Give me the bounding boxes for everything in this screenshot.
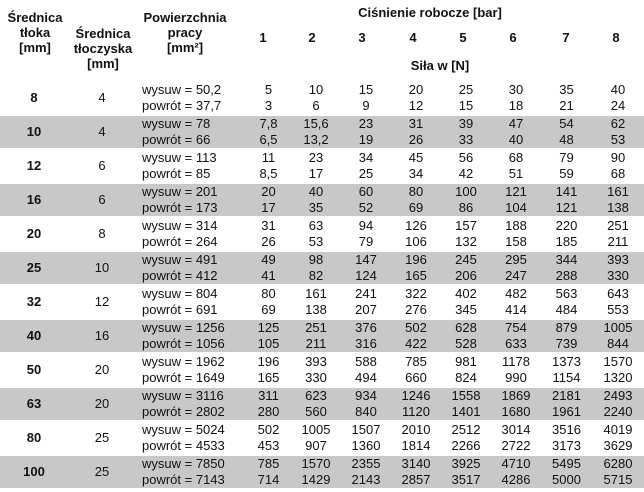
extend-force-cell: 754 [491,319,541,336]
bore-diameter-cell: 32 [0,285,68,319]
retract-force-cell: 1961 [541,404,592,421]
retract-force-cell: 840 [341,404,391,421]
extend-force-cell: 80 [391,183,441,200]
table-row [0,183,644,200]
rod-diameter-cell: 12 [68,285,136,319]
extend-force-cell: 5 [246,81,291,98]
table-row [0,115,644,132]
retract-force-cell: 41 [246,268,291,285]
extend-force-cell: 588 [341,353,391,370]
retract-force-cell: 824 [455,370,477,385]
extend-force-cell: 251 [592,217,644,234]
retract-area-cell: powrót = 4533 [142,438,225,453]
retract-force-cell: 3517 [441,472,491,488]
bore-diameter-cell: 10 [0,115,68,149]
retract-force-cell: 844 [592,336,644,353]
retract-force-cell: 484 [555,302,578,317]
extend-force-cell: 251 [291,319,341,336]
extend-force-cell: 90 [592,149,644,166]
header-rod [68,26,138,71]
retract-area-cell: powrót = 7143 [136,472,246,488]
pressure-value: 1 [259,30,267,45]
retract-force-cell: 2857 [391,472,441,488]
extend-area-cell: wysuw = 491 [136,251,246,268]
extend-force-cell: 402 [441,285,491,302]
extend-force-cell: 7,8 [246,115,291,132]
extend-force-cell: 11 [246,149,291,166]
extend-force-cell: 502 [246,421,291,438]
retract-force-cell: 42 [458,166,474,181]
retract-force-cell: 106 [405,234,427,249]
retract-force-cell: 13,2 [291,132,341,149]
retract-force-cell: 528 [441,336,491,353]
extend-force-cell: 4019 [592,421,644,438]
extend-force-cell: 34 [341,149,391,166]
extend-area-cell: wysuw = 78 [136,115,246,132]
bore-diameter-cell: 8 [0,81,68,115]
retract-force-cell: 907 [305,438,327,453]
extend-force-cell: 502 [391,319,441,336]
retract-force-cell: 6,5 [246,132,291,149]
retract-force-cell: 247 [491,268,541,285]
table-row [0,285,644,302]
retract-area-cell: powrót = 1649 [142,370,225,385]
header-bore-line: [mm] [19,40,51,55]
extend-force-cell: 376 [341,319,391,336]
extend-area-cell: wysuw = 1962 [136,353,246,370]
retract-force-cell: 6 [312,98,320,113]
retract-force-cell: 26 [261,234,276,249]
header-bore [0,10,70,55]
header-rod-line: Średnica [75,26,131,41]
bore-diameter-cell: 16 [0,183,68,217]
extend-area-cell: wysuw = 113 [136,149,246,166]
retract-force-cell: 3173 [552,438,581,453]
extend-force-cell: 1178 [491,353,541,370]
extend-area-cell: wysuw = 3116 [136,387,246,404]
extend-force-cell: 147 [341,251,391,268]
table-row [0,455,644,472]
extend-force-cell: 157 [441,217,491,234]
pressure-value: 7 [562,30,570,45]
extend-force-cell: 3014 [491,421,541,438]
force-data-table [0,80,644,488]
extend-force-cell: 643 [592,285,644,302]
retract-force-cell: 9 [362,98,370,113]
extend-force-cell: 125 [246,319,291,336]
extend-force-cell: 785 [246,455,291,472]
extend-force-cell: 344 [541,251,592,268]
extend-force-cell: 15,6 [291,115,341,132]
retract-area-cell: powrót = 1056 [136,336,246,353]
extend-force-cell: 879 [541,319,592,336]
rod-diameter-cell: 6 [68,183,136,217]
retract-force-cell: 330 [305,370,327,385]
retract-force-cell: 104 [491,200,541,217]
extend-force-cell: 15 [341,81,391,98]
retract-force-cell: 86 [441,200,491,217]
retract-force-cell: 330 [592,268,644,285]
extend-force-cell: 10 [291,81,341,98]
retract-force-cell: 2722 [501,438,531,453]
pressure-value: 6 [509,30,517,45]
retract-area-cell: powrót = 85 [142,166,211,181]
retract-force-cell: 165 [391,268,441,285]
extend-force-cell: 79 [541,149,592,166]
retract-force-cell: 26 [391,132,441,149]
retract-force-cell: 1814 [401,438,431,453]
retract-force-cell: 48 [541,132,592,149]
extend-force-cell: 3140 [391,455,441,472]
table-row [0,319,644,336]
retract-force-cell: 105 [246,336,291,353]
retract-force-cell: 3 [264,98,273,113]
extend-force-cell: 3516 [541,421,592,438]
retract-area-cell: powrót = 264 [142,234,218,249]
retract-force-cell: 79 [358,234,374,249]
retract-force-cell: 21 [559,98,574,113]
retract-force-cell: 15 [458,98,474,113]
header-force: Siła w [N] [410,58,470,73]
extend-force-cell: 49 [246,251,291,268]
extend-area-cell: wysuw = 804 [136,285,246,302]
retract-area-cell: powrót = 173 [136,200,246,217]
extend-force-cell: 1570 [592,353,644,370]
pressure-value: 5 [459,30,467,45]
retract-force-cell: 553 [607,302,629,317]
retract-force-cell: 560 [291,404,341,421]
extend-area-cell: wysuw = 201 [136,183,246,200]
pressure-value: 3 [358,30,366,45]
rod-diameter-cell: 10 [68,251,136,285]
extend-force-cell: 94 [341,217,391,234]
retract-force-cell: 18 [508,98,524,113]
header-bore-line: tłoka [19,25,51,40]
retract-force-cell: 40 [491,132,541,149]
extend-force-cell: 1558 [441,387,491,404]
retract-force-cell: 345 [455,302,477,317]
retract-area-cell: powrót = 2802 [136,404,246,421]
retract-force-cell: 1429 [291,472,341,488]
retract-force-cell: 53 [308,234,324,249]
extend-force-cell: 1507 [341,421,391,438]
extend-force-cell: 1570 [291,455,341,472]
retract-force-cell: 59 [559,166,574,181]
extend-force-cell: 623 [291,387,341,404]
extend-force-cell: 785 [391,353,441,370]
extend-force-cell: 196 [246,353,291,370]
retract-force-cell: 414 [505,302,527,317]
rod-diameter-cell: 20 [68,387,136,421]
retract-force-cell: 3629 [603,438,633,453]
rod-diameter-cell: 16 [68,319,136,353]
extend-force-cell: 31 [391,115,441,132]
extend-force-cell: 2512 [441,421,491,438]
extend-force-cell: 98 [291,251,341,268]
retract-force-cell: 121 [541,200,592,217]
retract-force-cell: 35 [291,200,341,217]
extend-force-cell: 126 [391,217,441,234]
extend-force-cell: 1373 [541,353,592,370]
retract-force-cell: 288 [541,268,592,285]
extend-force-cell: 1005 [291,421,341,438]
extend-force-cell: 30 [491,81,541,98]
retract-area-cell: powrót = 37,7 [142,98,222,113]
extend-force-cell: 56 [441,149,491,166]
extend-force-cell: 35 [541,81,592,98]
extend-force-cell: 161 [291,285,341,302]
extend-force-cell: 482 [491,285,541,302]
extend-force-cell: 62 [592,115,644,132]
extend-force-cell: 40 [592,81,644,98]
retract-force-cell: 211 [607,234,629,249]
table-row [0,353,644,370]
retract-force-cell: 1360 [351,438,381,453]
extend-area-cell: wysuw = 1256 [136,319,246,336]
retract-force-cell: 2266 [451,438,481,453]
table-row [0,217,644,234]
extend-force-cell: 2355 [341,455,391,472]
extend-force-cell: 981 [441,353,491,370]
extend-force-cell: 40 [291,183,341,200]
retract-force-cell: 69 [391,200,441,217]
extend-force-cell: 241 [341,285,391,302]
extend-force-cell: 68 [491,149,541,166]
extend-area-cell: wysuw = 314 [136,217,246,234]
extend-force-cell: 20 [391,81,441,98]
extend-force-cell: 45 [391,149,441,166]
extend-force-cell: 25 [441,81,491,98]
header-area-line: Powierzchnia [143,10,227,25]
extend-force-cell: 23 [291,149,341,166]
extend-force-cell: 245 [441,251,491,268]
table-row [0,421,644,438]
extend-force-cell: 47 [491,115,541,132]
extend-force-cell: 5495 [541,455,592,472]
header-bore-line: Średnica [7,10,63,25]
extend-force-cell: 1246 [391,387,441,404]
retract-force-cell: 53 [592,132,644,149]
table-row [0,149,644,166]
retract-force-cell: 1120 [391,404,441,421]
retract-force-cell: 132 [455,234,477,249]
extend-force-cell: 4710 [491,455,541,472]
header-pressure: Ciśnienie robocze [bar] [358,5,502,20]
retract-force-cell: 124 [341,268,391,285]
table-row [0,81,644,98]
extend-force-cell: 3925 [441,455,491,472]
retract-force-cell: 8,5 [259,166,278,181]
extend-force-cell: 322 [391,285,441,302]
extend-force-cell: 63 [291,217,341,234]
header-area [135,10,235,55]
retract-force-cell: 206 [441,268,491,285]
retract-force-cell: 207 [355,302,377,317]
bore-diameter-cell: 63 [0,387,68,421]
extend-area-cell: wysuw = 7850 [136,455,246,472]
retract-force-cell: 68 [610,166,626,181]
retract-force-cell: 633 [491,336,541,353]
retract-force-cell: 990 [505,370,527,385]
table-row [0,251,644,268]
extend-force-cell: 220 [541,217,592,234]
bore-diameter-cell: 40 [0,319,68,353]
rod-diameter-cell: 4 [68,115,136,149]
retract-force-cell: 17 [308,166,324,181]
retract-force-cell: 1154 [552,370,581,385]
header-area-line: pracy [167,25,203,40]
rod-diameter-cell: 20 [68,353,136,387]
extend-force-cell: 6280 [592,455,644,472]
header-rod-line: tłoczyska [73,41,133,56]
retract-force-cell: 51 [508,166,524,181]
extend-force-cell: 563 [541,285,592,302]
retract-force-cell: 25 [358,166,374,181]
retract-force-cell: 2143 [341,472,391,488]
retract-force-cell: 422 [391,336,441,353]
retract-force-cell: 316 [341,336,391,353]
extend-force-cell: 39 [441,115,491,132]
extend-force-cell: 31 [246,217,291,234]
retract-force-cell: 453 [257,438,280,453]
retract-force-cell: 34 [408,166,424,181]
retract-force-cell: 280 [246,404,291,421]
retract-area-cell: powrót = 66 [136,132,246,149]
extend-force-cell: 295 [491,251,541,268]
retract-force-cell: 5000 [541,472,592,488]
bore-diameter-cell: 12 [0,149,68,183]
retract-force-cell: 69 [261,302,276,317]
retract-force-cell: 276 [405,302,427,317]
retract-force-cell: 158 [505,234,527,249]
extend-force-cell: 628 [441,319,491,336]
rod-diameter-cell: 6 [68,149,136,183]
extend-force-cell: 1869 [491,387,541,404]
extend-force-cell: 393 [592,251,644,268]
pressure-value: 2 [308,30,316,45]
retract-force-cell: 4286 [491,472,541,488]
extend-force-cell: 141 [541,183,592,200]
retract-force-cell: 494 [355,370,377,385]
extend-force-cell: 196 [391,251,441,268]
extend-force-cell: 80 [246,285,291,302]
extend-force-cell: 54 [541,115,592,132]
retract-force-cell: 1680 [491,404,541,421]
bore-diameter-cell: 20 [0,217,68,251]
retract-force-cell: 19 [341,132,391,149]
retract-area-cell: powrót = 412 [136,268,246,285]
bore-diameter-cell: 80 [0,421,68,455]
header-area-line: [mm²] [166,40,204,55]
retract-force-cell: 1401 [441,404,491,421]
rod-diameter-cell: 25 [68,421,136,455]
retract-force-cell: 1320 [603,370,633,385]
extend-force-cell: 2181 [541,387,592,404]
retract-force-cell: 82 [291,268,341,285]
header-rod-line: [mm] [87,56,119,71]
retract-force-cell: 660 [405,370,427,385]
rod-diameter-cell: 25 [68,455,136,488]
rod-diameter-cell: 4 [68,81,136,115]
extend-force-cell: 188 [491,217,541,234]
bore-diameter-cell: 100 [0,455,68,488]
bore-diameter-cell: 25 [0,251,68,285]
pressure-value: 4 [409,30,417,45]
table-row [0,387,644,404]
pressure-value: 8 [612,30,620,45]
retract-force-cell: 185 [555,234,578,249]
retract-force-cell: 138 [305,302,327,317]
extend-force-cell: 161 [592,183,644,200]
bore-diameter-cell: 50 [0,353,68,387]
retract-force-cell: 33 [441,132,491,149]
extend-force-cell: 100 [441,183,491,200]
retract-force-cell: 5715 [592,472,644,488]
retract-force-cell: 52 [341,200,391,217]
retract-force-cell: 138 [592,200,644,217]
extend-force-cell: 2493 [592,387,644,404]
retract-force-cell: 739 [541,336,592,353]
retract-force-cell: 17 [246,200,291,217]
retract-force-cell: 2240 [592,404,644,421]
extend-force-cell: 20 [246,183,291,200]
extend-force-cell: 1005 [592,319,644,336]
extend-force-cell: 2010 [391,421,441,438]
extend-force-cell: 121 [491,183,541,200]
extend-area-cell: wysuw = 50,2 [136,81,246,98]
retract-force-cell: 12 [408,98,424,113]
extend-force-cell: 60 [341,183,391,200]
retract-force-cell: 714 [246,472,291,488]
extend-force-cell: 934 [341,387,391,404]
extend-force-cell: 311 [246,387,291,404]
extend-force-cell: 393 [291,353,341,370]
retract-force-cell: 24 [610,98,626,113]
retract-force-cell: 165 [257,370,280,385]
retract-area-cell: powrót = 691 [142,302,218,317]
retract-force-cell: 211 [291,336,341,353]
extend-force-cell: 23 [341,115,391,132]
extend-area-cell: wysuw = 5024 [136,421,246,438]
rod-diameter-cell: 8 [68,217,136,251]
